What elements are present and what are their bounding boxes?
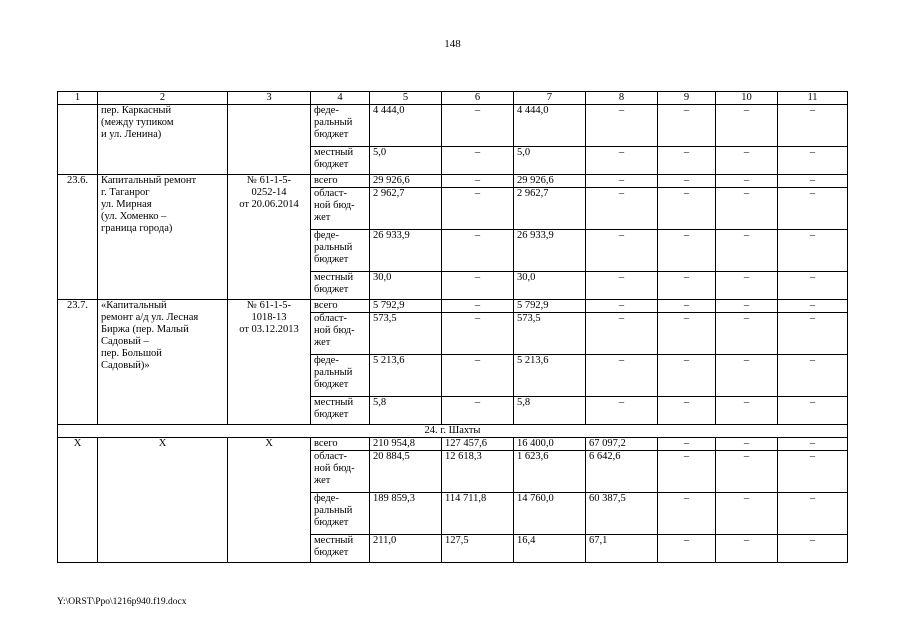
table-body bbox=[58, 92, 848, 563]
value-cell-8: 67 097,2 bbox=[586, 438, 658, 451]
value-cell-6: – bbox=[442, 105, 514, 147]
value-cell-5: 5,8 bbox=[370, 397, 442, 425]
value-cell-11: – bbox=[778, 493, 848, 535]
value-cell-5: 4 444,0 bbox=[370, 105, 442, 147]
value-cell-5: 26 933,9 bbox=[370, 230, 442, 272]
funding-source: местный бюджет bbox=[311, 147, 370, 175]
value-cell-6: – bbox=[442, 355, 514, 397]
value-cell-10: – bbox=[716, 438, 778, 451]
value-cell-5: 573,5 bbox=[370, 313, 442, 355]
value-cell-5: 5 792,9 bbox=[370, 300, 442, 313]
value-cell-6: 114 711,8 bbox=[442, 493, 514, 535]
value-cell-8: – bbox=[586, 397, 658, 425]
value-cell-5: 29 926,6 bbox=[370, 175, 442, 188]
value-cell-8: – bbox=[586, 300, 658, 313]
value-cell-9: – bbox=[658, 451, 716, 493]
value-cell-10: – bbox=[716, 493, 778, 535]
value-cell-6: – bbox=[442, 300, 514, 313]
value-cell-10: – bbox=[716, 355, 778, 397]
column-header-6: 6 bbox=[442, 92, 514, 105]
value-cell-5: 210 954,8 bbox=[370, 438, 442, 451]
value-cell-10: – bbox=[716, 300, 778, 313]
value-cell-5: 5 213,6 bbox=[370, 355, 442, 397]
value-cell-5: 20 884,5 bbox=[370, 451, 442, 493]
value-cell-7: 14 760,0 bbox=[514, 493, 586, 535]
funding-source: всего bbox=[311, 175, 370, 188]
item-number bbox=[58, 105, 98, 175]
value-cell-11: – bbox=[778, 230, 848, 272]
value-cell-6: – bbox=[442, 147, 514, 175]
value-cell-8: – bbox=[586, 230, 658, 272]
value-cell-11: – bbox=[778, 147, 848, 175]
value-cell-5: 2 962,7 bbox=[370, 188, 442, 230]
header-row bbox=[58, 92, 848, 105]
value-cell-9: – bbox=[658, 535, 716, 563]
value-cell-9: – bbox=[658, 175, 716, 188]
document-reference: № 61-1-5- 0252-14 от 20.06.2014 bbox=[228, 175, 311, 300]
value-cell-7: 30,0 bbox=[514, 272, 586, 300]
column-header-4: 4 bbox=[311, 92, 370, 105]
value-cell-6: 12 618,3 bbox=[442, 451, 514, 493]
funding-source: феде- ральный бюджет bbox=[311, 355, 370, 397]
item-number: 23.6. bbox=[58, 175, 98, 300]
value-cell-5: 30,0 bbox=[370, 272, 442, 300]
value-cell-11: – bbox=[778, 451, 848, 493]
page-number: 148 bbox=[444, 38, 461, 50]
funding-source: феде- ральный бюджет bbox=[311, 493, 370, 535]
value-cell-7: 26 933,9 bbox=[514, 230, 586, 272]
value-cell-10: – bbox=[716, 272, 778, 300]
section-row bbox=[58, 425, 848, 438]
value-cell-6: 127,5 bbox=[442, 535, 514, 563]
column-header-7: 7 bbox=[514, 92, 586, 105]
item-number: Х bbox=[58, 438, 98, 563]
value-cell-10: – bbox=[716, 397, 778, 425]
value-cell-5: 189 859,3 bbox=[370, 493, 442, 535]
value-cell-11: – bbox=[778, 272, 848, 300]
column-header-2: 2 bbox=[98, 92, 228, 105]
value-cell-11: – bbox=[778, 438, 848, 451]
funding-source: феде- ральный бюджет bbox=[311, 105, 370, 147]
column-header-10: 10 bbox=[716, 92, 778, 105]
table-row bbox=[58, 438, 848, 451]
value-cell-9: – bbox=[658, 313, 716, 355]
value-cell-11: – bbox=[778, 300, 848, 313]
funding-source: местный бюджет bbox=[311, 272, 370, 300]
value-cell-7: 4 444,0 bbox=[514, 105, 586, 147]
value-cell-7: 5,0 bbox=[514, 147, 586, 175]
value-cell-8: – bbox=[586, 355, 658, 397]
value-cell-8: 67,1 bbox=[586, 535, 658, 563]
value-cell-7: 16 400,0 bbox=[514, 438, 586, 451]
value-cell-7: 1 623,6 bbox=[514, 451, 586, 493]
value-cell-11: – bbox=[778, 313, 848, 355]
funding-source: феде- ральный бюджет bbox=[311, 230, 370, 272]
document-reference: № 61-1-5- 1018-13 от 03.12.2013 bbox=[228, 300, 311, 425]
value-cell-10: – bbox=[716, 535, 778, 563]
value-cell-8: – bbox=[586, 188, 658, 230]
value-cell-6: 127 457,6 bbox=[442, 438, 514, 451]
value-cell-9: – bbox=[658, 355, 716, 397]
value-cell-10: – bbox=[716, 451, 778, 493]
document-reference bbox=[228, 105, 311, 175]
funding-source: област- ной бюд- жет bbox=[311, 313, 370, 355]
value-cell-7: 573,5 bbox=[514, 313, 586, 355]
value-cell-9: – bbox=[658, 493, 716, 535]
document-reference: Х bbox=[228, 438, 311, 563]
value-cell-8: – bbox=[586, 272, 658, 300]
object-name: «Капитальный ремонт а/д ул. Лесная Биржа (пер. Малый Садовый – пер. Большой Садовый)» bbox=[98, 300, 228, 425]
value-cell-7: 16,4 bbox=[514, 535, 586, 563]
value-cell-11: – bbox=[778, 535, 848, 563]
value-cell-10: – bbox=[716, 175, 778, 188]
value-cell-8: 6 642,6 bbox=[586, 451, 658, 493]
budget-table bbox=[57, 91, 848, 563]
column-header-5: 5 bbox=[370, 92, 442, 105]
value-cell-8: – bbox=[586, 105, 658, 147]
funding-source: местный бюджет bbox=[311, 535, 370, 563]
value-cell-9: – bbox=[658, 272, 716, 300]
value-cell-6: – bbox=[442, 188, 514, 230]
value-cell-11: – bbox=[778, 397, 848, 425]
funding-source: местный бюджет bbox=[311, 397, 370, 425]
table-row bbox=[58, 105, 848, 147]
column-header-9: 9 bbox=[658, 92, 716, 105]
value-cell-8: – bbox=[586, 147, 658, 175]
object-name: Х bbox=[98, 438, 228, 563]
value-cell-7: 5 213,6 bbox=[514, 355, 586, 397]
value-cell-9: – bbox=[658, 105, 716, 147]
value-cell-10: – bbox=[716, 147, 778, 175]
value-cell-6: – bbox=[442, 272, 514, 300]
item-number: 23.7. bbox=[58, 300, 98, 425]
value-cell-7: 5,8 bbox=[514, 397, 586, 425]
value-cell-8: – bbox=[586, 313, 658, 355]
funding-source: област- ной бюд- жет bbox=[311, 451, 370, 493]
value-cell-6: – bbox=[442, 175, 514, 188]
footer-file-path: Y:\ORST\Ppo\1216p940.f19.docx bbox=[57, 597, 187, 607]
value-cell-7: 2 962,7 bbox=[514, 188, 586, 230]
object-name: Капитальный ремонт г. Таганрог ул. Мирная (ул. Хоменко – граница города) bbox=[98, 175, 228, 300]
value-cell-6: – bbox=[442, 313, 514, 355]
value-cell-7: 29 926,6 bbox=[514, 175, 586, 188]
funding-source: всего bbox=[311, 300, 370, 313]
value-cell-10: – bbox=[716, 188, 778, 230]
value-cell-9: – bbox=[658, 397, 716, 425]
value-cell-11: – bbox=[778, 188, 848, 230]
value-cell-9: – bbox=[658, 147, 716, 175]
value-cell-9: – bbox=[658, 438, 716, 451]
value-cell-9: – bbox=[658, 230, 716, 272]
table-row bbox=[58, 175, 848, 188]
value-cell-11: – bbox=[778, 175, 848, 188]
value-cell-10: – bbox=[716, 230, 778, 272]
table-row bbox=[58, 300, 848, 313]
value-cell-11: – bbox=[778, 105, 848, 147]
value-cell-5: 211,0 bbox=[370, 535, 442, 563]
value-cell-6: – bbox=[442, 397, 514, 425]
column-header-3: 3 bbox=[228, 92, 311, 105]
column-header-8: 8 bbox=[586, 92, 658, 105]
funding-source: всего bbox=[311, 438, 370, 451]
value-cell-7: 5 792,9 bbox=[514, 300, 586, 313]
value-cell-10: – bbox=[716, 313, 778, 355]
column-header-11: 11 bbox=[778, 92, 848, 105]
object-name: пер. Каркасный (между тупиком и ул. Ленина) bbox=[98, 105, 228, 175]
value-cell-6: – bbox=[442, 230, 514, 272]
value-cell-10: – bbox=[716, 105, 778, 147]
section-title: 24. г. Шахты bbox=[58, 425, 848, 438]
column-header-1: 1 bbox=[58, 92, 98, 105]
value-cell-9: – bbox=[658, 188, 716, 230]
funding-source: област- ной бюд- жет bbox=[311, 188, 370, 230]
value-cell-11: – bbox=[778, 355, 848, 397]
value-cell-8: – bbox=[586, 175, 658, 188]
value-cell-8: 60 387,5 bbox=[586, 493, 658, 535]
value-cell-9: – bbox=[658, 300, 716, 313]
value-cell-5: 5,0 bbox=[370, 147, 442, 175]
